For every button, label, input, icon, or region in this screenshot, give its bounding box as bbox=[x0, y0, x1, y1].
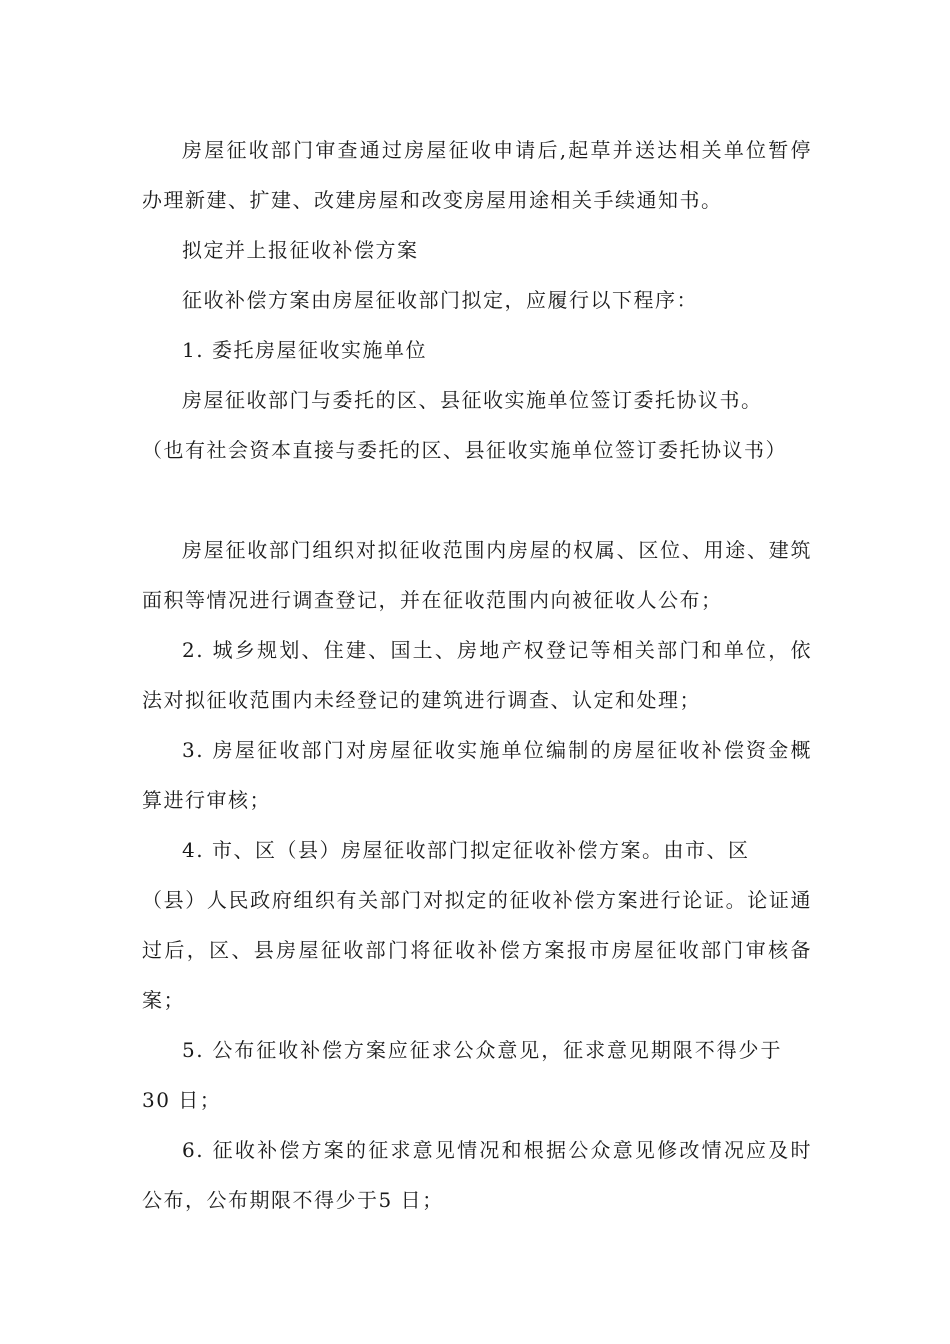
list-item-6: 6. 征收补偿方案的征求意见情况和根据公众意见修改情况应及时公布，公布期限不得少于5 日； bbox=[142, 1138, 812, 1212]
paragraph-government-review: （县）人民政府组织有关部门对拟定的征收补偿方案进行论证。论证通过后，区、县房屋征收部门将征收补偿方案报市房屋征收部门审核备案； bbox=[142, 888, 812, 1012]
paragraph-entrust-agreement: 房屋征收部门与委托的区、县征收实施单位签订委托协议书。 bbox=[182, 388, 763, 412]
section-heading-compensation-plan: 拟定并上报征收补偿方案 bbox=[182, 238, 419, 262]
paragraph-suspension-notice: 房屋征收部门审查通过房屋征收申请后,起草并送达相关单位暂停办理新建、扩建、改建房屋和改变房屋用途相关手续通知书。 bbox=[142, 138, 812, 212]
list-item-1-heading: 1. 委托房屋征收实施单位 bbox=[182, 338, 427, 362]
list-item-3: 3. 房屋征收部门对房屋征收实施单位编制的房屋征收补偿资金概算进行审核； bbox=[142, 738, 812, 812]
paragraph-survey-registration: 房屋征收部门组织对拟征收范围内房屋的权属、区位、用途、建筑面积等情况进行调查登记，并在征收范围内向被征收人公布； bbox=[142, 538, 812, 612]
list-item-2: 2. 城乡规划、住建、国土、房地产权登记等相关部门和单位，依法对拟征收范围内未经登记的建筑进行调查、认定和处理； bbox=[142, 638, 812, 712]
paragraph-social-capital-note: （也有社会资本直接与委托的区、县征收实施单位签订委托协议书） bbox=[142, 438, 787, 462]
list-item-5: 5. 公布征收补偿方案应征求公众意见，征求意见期限不得少于30 日； bbox=[142, 1038, 782, 1112]
paragraph-procedure-intro: 征收补偿方案由房屋征收部门拟定，应履行以下程序： bbox=[182, 288, 698, 312]
list-item-4: 4. 市、区（县）房屋征收部门拟定征收补偿方案。由市、区 bbox=[182, 838, 750, 862]
